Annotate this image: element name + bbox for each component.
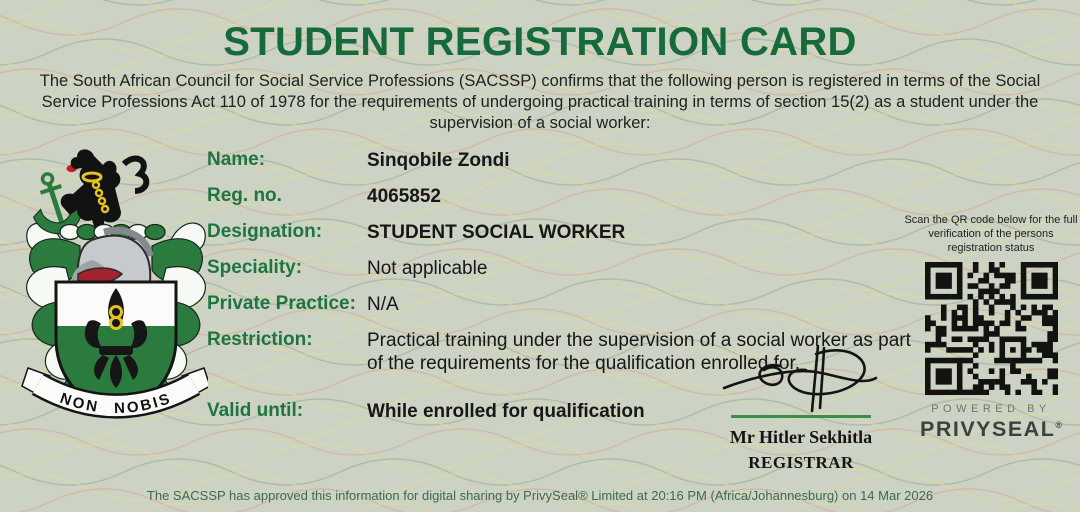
signature-line [731, 415, 871, 418]
intro-text: The South African Council for Social Service Professions (SACSSP) confirms that the following person is registered in terms of the Social Service Professions Act 110 of 1978 for the requirements of undergoing practical training in terms of section 15(2) as a student under the supervision of a social worker: [39, 72, 1041, 132]
field-value: Not applicable [367, 258, 488, 279]
approval-footer: The SACSSP has approved this information for digital sharing by PrivySeal® Limited at 20:16 PM (Africa/Johannesburg) on 14 Mar 2026 [146, 488, 934, 503]
field-row-name [207, 149, 927, 172]
page-title: STUDENT REGISTRATION CARD [223, 20, 857, 64]
field-row-private-practice [207, 293, 927, 316]
signature-scrawl [720, 344, 882, 414]
registrar-title: REGISTRAR [748, 452, 854, 472]
field-label: Private Practice: [207, 293, 356, 314]
field-row-speciality [207, 257, 927, 280]
field-label: Valid until: [207, 400, 304, 421]
powered-by-label: POWERED BY [931, 403, 1051, 415]
field-value: 4065852 [367, 186, 441, 207]
field-value: N/A [367, 294, 399, 315]
registered-trademark-symbol: ® [1055, 419, 1062, 430]
qr-code [925, 262, 1058, 395]
field-label: Restriction: [207, 329, 313, 350]
field-row-designation [207, 221, 927, 244]
field-value: Practical training under the supervision of a social worker as part of the requirements for the qualification enrolled for. [367, 330, 911, 374]
qr-verification-block [903, 213, 1079, 442]
privyseal-logo [903, 417, 1079, 442]
registrar-name: Mr Hitler Sekhitla [729, 426, 873, 447]
field-label: Speciality: [207, 257, 303, 278]
privyseal-wordmark: PRIVYSEAL [919, 417, 1056, 441]
registrar-signature-block [712, 344, 890, 473]
sacssp-coat-of-arms [8, 142, 208, 434]
field-value: STUDENT SOCIAL WORKER [367, 222, 626, 243]
coat-of-arms-graphic [8, 142, 208, 434]
qr-caption: Scan the QR code below for the full verification of the persons registration status [904, 214, 1078, 254]
field-value: While enrolled for qualification [367, 401, 645, 422]
field-label: Designation: [207, 221, 323, 242]
crest-motto: NON NOBIS [57, 389, 175, 418]
field-label: Name: [207, 149, 266, 170]
field-row-reg-no [207, 185, 927, 208]
field-value: Sinqobile Zondi [367, 150, 510, 171]
field-label: Reg. no. [207, 185, 282, 206]
